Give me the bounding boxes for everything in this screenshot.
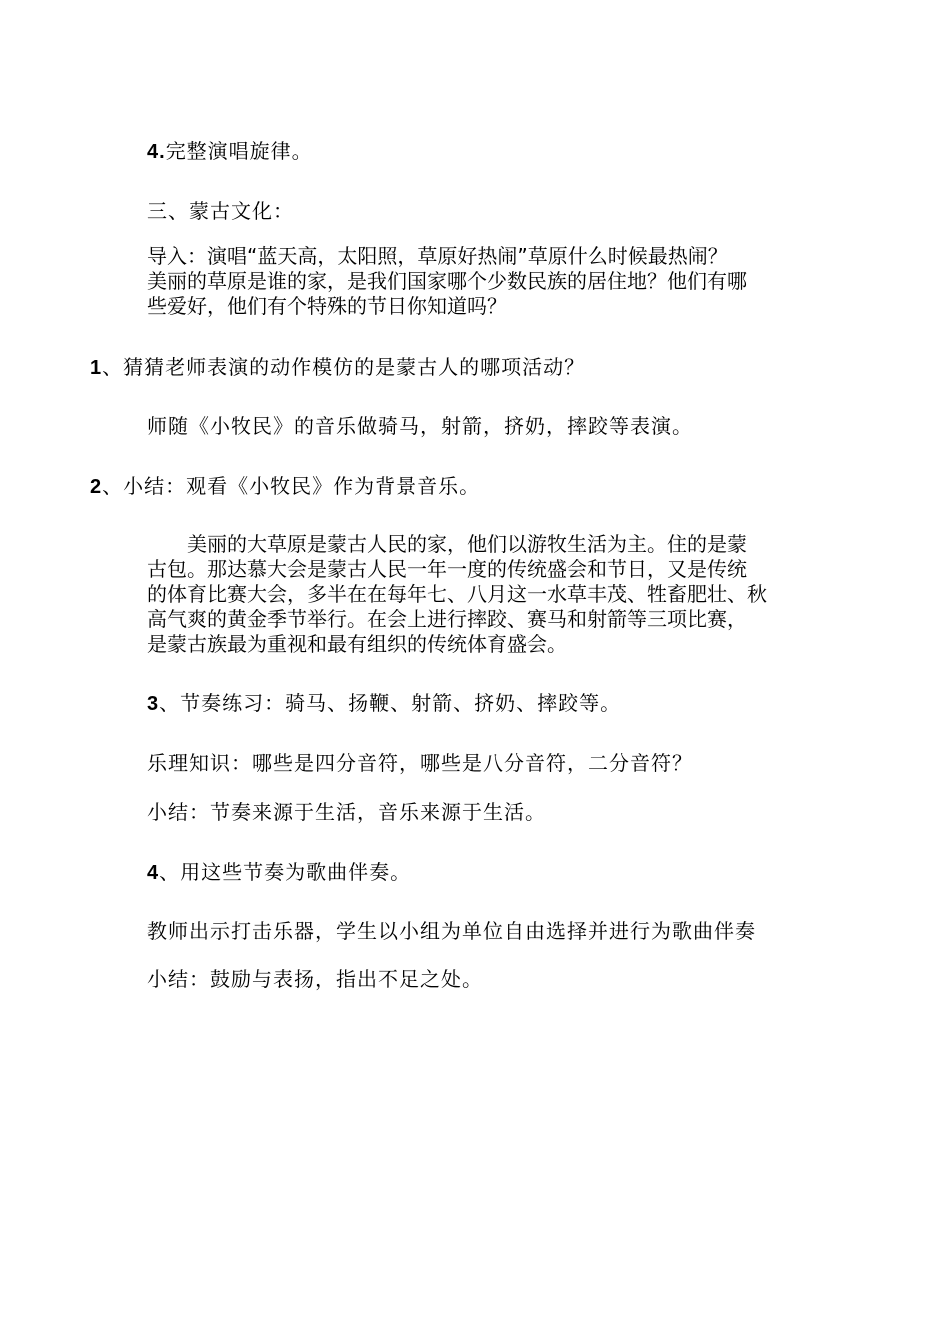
paragraph-line: 是蒙古族最为重视和最有组织的传统体育盛会。 — [147, 632, 567, 656]
step-4-line — [147, 138, 313, 165]
theory-line: 乐理知识：哪些是四分音符，哪些是八分音符，二分音符？ — [147, 751, 693, 775]
paragraph-line: 古包。那达慕大会是蒙古人民一年一度的传统盛会和节日，又是传统 — [147, 557, 747, 581]
summary-line: 小结：节奏来源于生活，音乐来源于生活。 — [147, 800, 546, 824]
item-number: 1 — [90, 357, 103, 379]
item-3-line — [147, 690, 621, 717]
intro-line: 些爱好，他们有个特殊的节日你知道吗？ — [147, 294, 507, 318]
item-text: 、用这些节奏为歌曲伴奏。 — [159, 860, 412, 884]
intro-line: 美丽的草原是谁的家，是我们国家哪个少数民族的居住地？他们有哪 — [147, 269, 747, 293]
item-1-line — [90, 354, 585, 381]
step-text: 完整演唱旋律。 — [165, 139, 313, 163]
item-text: 、小结：观看《小牧民》作为背景音乐。 — [102, 474, 481, 498]
item-2-line — [90, 473, 480, 500]
item-number: 3 — [147, 693, 160, 715]
paragraph-line: 的体育比赛大会，多半在在每年七、八月这一水草丰茂、牲畜肥壮、秋 — [147, 582, 767, 606]
paragraph-line: 美丽的大草原是蒙古人民的家，他们以游牧生活为主。住的是蒙 — [147, 532, 747, 556]
summary-line-2: 小结：鼓励与表扬，指出不足之处。 — [147, 967, 483, 991]
culture-paragraph — [147, 532, 817, 657]
section-heading: 三、蒙古文化： — [147, 199, 294, 223]
teacher-line: 教师出示打击乐器，学生以小组为单位自由选择并进行为歌曲伴奏 — [147, 919, 756, 943]
paragraph-line: 高气爽的黄金季节举行。在会上进行摔跤、赛马和射箭等三项比赛， — [147, 607, 747, 631]
item-text: 、猜猜老师表演的动作模仿的是蒙古人的哪项活动？ — [102, 355, 586, 379]
step-number: 4. — [147, 141, 166, 163]
item-text: 、节奏练习：骑马、扬鞭、射箭、挤奶、摔跤等。 — [159, 691, 622, 715]
intro-line: 导入：演唱“蓝天高，太阳照，草原好热闹”草原什么时候最热闹？ — [147, 244, 728, 268]
item-number: 4 — [147, 862, 160, 884]
item-1-detail: 师随《小牧民》的音乐做骑马，射箭，挤奶，摔跤等表演。 — [147, 414, 693, 438]
item-4-line — [147, 859, 411, 886]
intro-paragraph — [147, 244, 817, 319]
item-number: 2 — [90, 476, 103, 498]
